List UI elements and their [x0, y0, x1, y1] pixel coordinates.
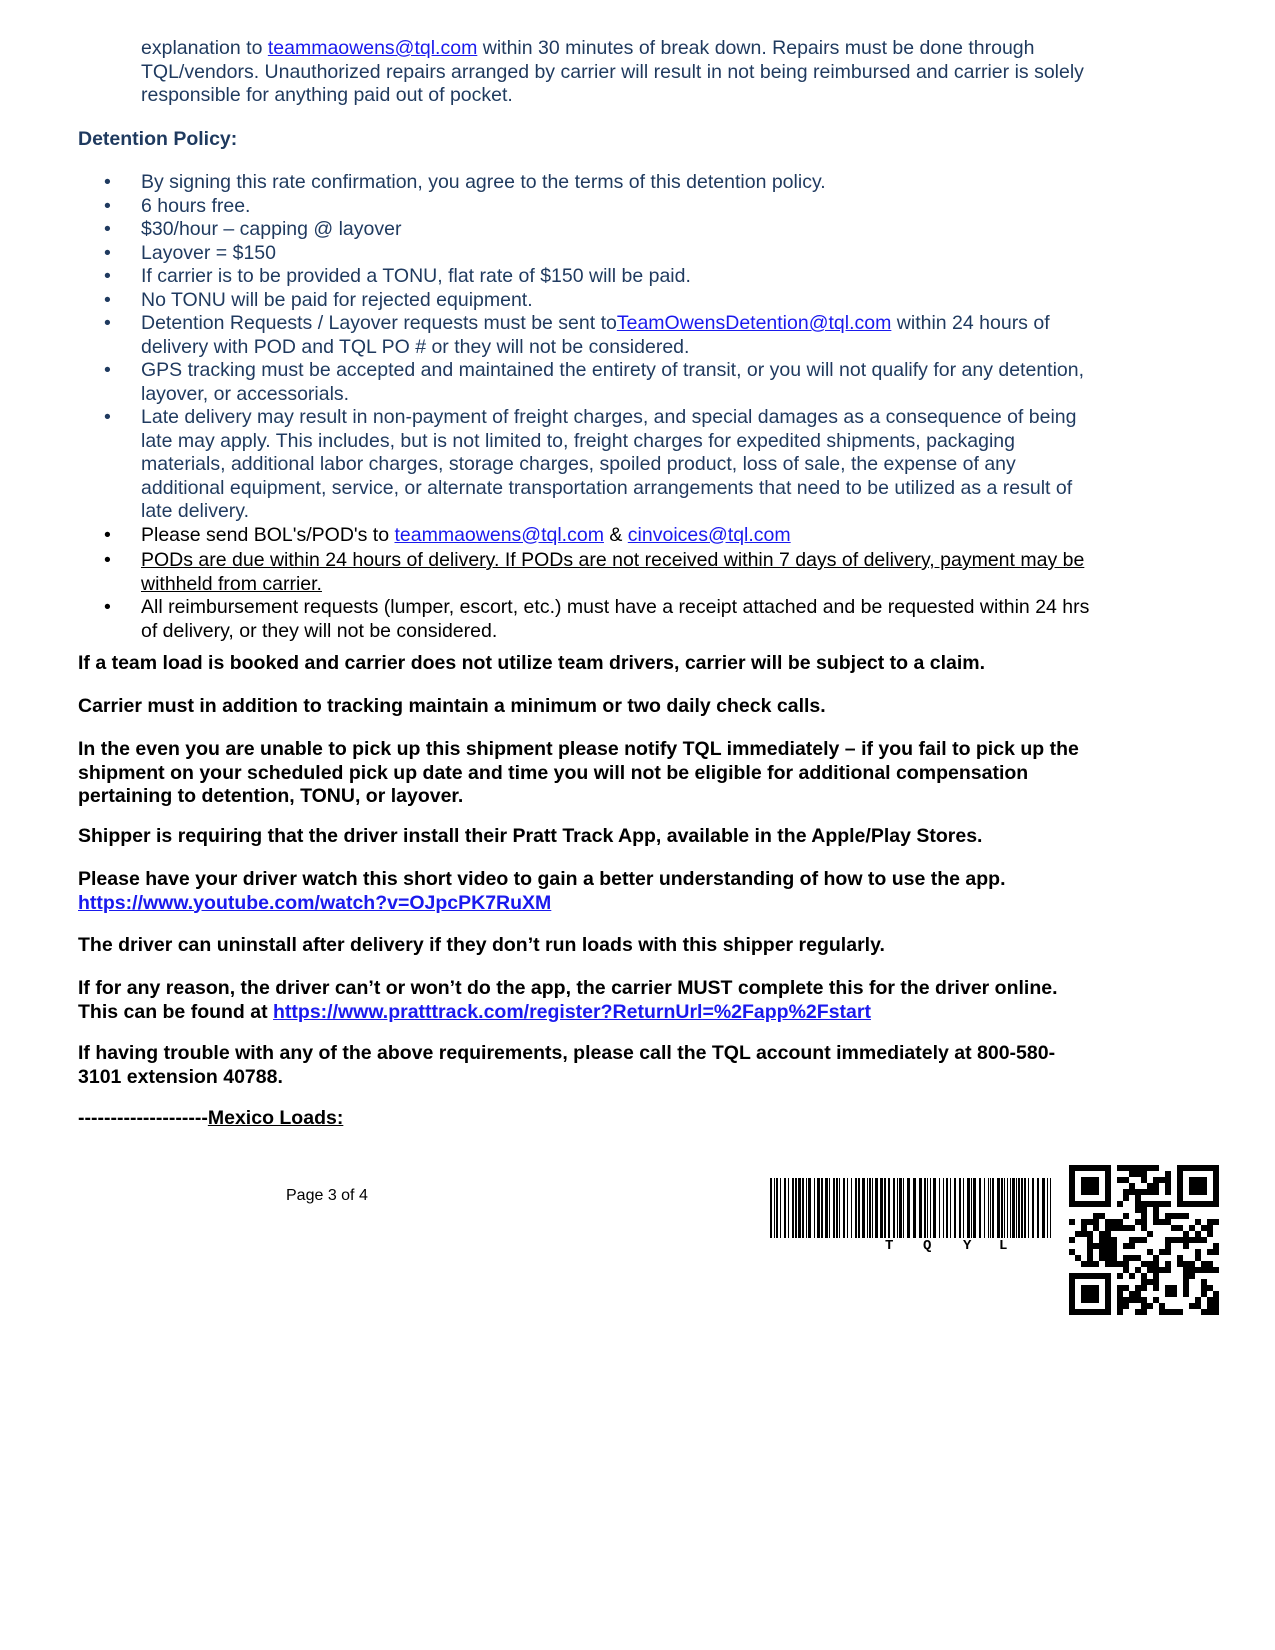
- ampersand: &: [603, 523, 628, 546]
- detention-email-link[interactable]: TeamOwensDetention@tql.com: [616, 312, 892, 334]
- bullet-icon: •: [104, 549, 111, 571]
- bullet-icon: •: [104, 359, 111, 381]
- check-calls-paragraph: Carrier must in addition to tracking maintain a minimum or two daily check calls.: [78, 695, 826, 717]
- intro-text-end: within 30 minutes of break down. Repairs must be done through TQL/vendors. Unauthorized repairs arranged by carrier will result in not being reimbursed and carrier is solely responsible for anything paid out of pocket.: [141, 37, 1084, 106]
- team-load-paragraph: If a team load is booked and carrier does not utilize team drivers, carrier will be subject to a claim.: [78, 652, 986, 674]
- video-link[interactable]: https://www.youtube.com/watch?v=OJpcPK7RuXM: [78, 891, 552, 914]
- intro-paragraph: [141, 37, 1101, 108]
- list-item-text: By signing this rate confirmation, you agree to the terms of this detention policy.: [141, 171, 826, 193]
- detention-policy-list: [0, 171, 1100, 643]
- barcode-char: Q: [923, 1238, 932, 1254]
- list-item-text: 6 hours free.: [141, 194, 251, 217]
- barcode-image: [770, 1178, 1054, 1238]
- bullet-icon: •: [104, 218, 111, 240]
- video-text: Please have your driver watch this short video to gain a better understanding of how to use the app.: [78, 868, 1006, 890]
- bullet-icon: •: [104, 596, 111, 618]
- pratt-register-link[interactable]: https://www.pratttrack.com/register?ReturnUrl=%2Fapp%2Fstart: [273, 1000, 871, 1023]
- list-item-late-delivery: [0, 406, 1100, 524]
- list-item-text: Late delivery may result in non-payment of freight charges, and special damages as a consequence of being late may apply. This includes, but is not limited to, freight charges for expedited shipments, packaging materials, additional labor charges, storage charges, spoiled product, loss of sale, the expense of any additional equipment, service, or alternate transportation arrangements that need to be utilized as a result of late delivery.: [141, 406, 1077, 522]
- list-item-text: Please send BOL's/POD's to: [141, 523, 395, 546]
- intro-text: explanation to: [141, 37, 268, 59]
- list-item-detention-requests: [0, 312, 1100, 359]
- list-item: [0, 195, 1100, 219]
- list-item: [0, 171, 1100, 195]
- detention-heading: Detention Policy:: [78, 128, 238, 150]
- bullet-icon: •: [104, 241, 111, 264]
- bullet-icon: •: [104, 312, 111, 334]
- intro-email-link[interactable]: teammaowens@tql.com: [267, 37, 478, 59]
- mexico-label: Mexico Loads:: [207, 1107, 344, 1129]
- barcode-char: Y: [963, 1238, 972, 1254]
- list-item-text: GPS tracking must be accepted and maintained the entirety of transit, or you will not qualify for any detention, layover, or accessorials.: [141, 359, 1085, 405]
- bullet-icon: •: [104, 265, 111, 287]
- list-item-bol: [0, 524, 1100, 548]
- list-item-gps: [0, 359, 1100, 406]
- list-item: [0, 218, 1100, 242]
- list-item-text: Layover = $150: [141, 241, 276, 264]
- bullet-icon: •: [104, 288, 111, 311]
- list-item-text: PODs are due within 24 hours of delivery. If PODs are not received within 7 days of delivery, payment may be withheld from carrier.: [141, 549, 1085, 595]
- invoices-email-link[interactable]: cinvoices@tql.com: [627, 523, 791, 546]
- trouble-paragraph: If having trouble with any of the above requirements, please call the TQL account immediately at 800-580-3101 extension 40788.: [78, 1042, 1056, 1088]
- online-register-paragraph: [78, 977, 1078, 1024]
- bol-email-link[interactable]: teammaowens@tql.com: [394, 523, 604, 546]
- pratt-app-paragraph: Shipper is requiring that the driver install their Pratt Track App, available in the Apple/Play Stores.: [78, 825, 983, 847]
- list-item-text-end: within 24 hours of delivery with POD and TQL PO # or they will not be considered.: [141, 312, 1050, 358]
- mexico-loads-heading: [78, 1107, 1098, 1131]
- unable-pickup-paragraph: In the even you are unable to pick up this shipment please notify TQL immediately – if you fail to pick up the shipment on your scheduled pick up date and time you will not be eligible for additional compensation pertaining to detention, TONU, or layover.: [78, 738, 1079, 807]
- list-item: [0, 289, 1100, 313]
- bullet-icon: •: [104, 171, 111, 193]
- bullet-icon: •: [104, 406, 111, 428]
- barcode-char: L: [999, 1238, 1008, 1254]
- barcode-char: T: [885, 1238, 894, 1254]
- list-item-text: $30/hour – capping @ layover: [141, 218, 402, 240]
- list-item-text: All reimbursement requests (lumper, escort, etc.) must have a receipt attached and be requested within 24 hrs of delivery, or they will not be considered.: [141, 596, 1090, 642]
- mexico-dashes: --------------------: [78, 1107, 208, 1129]
- list-item: [0, 242, 1100, 266]
- page-number: Page 3 of 4: [286, 1187, 368, 1204]
- list-item-text: If carrier is to be provided a TONU, flat rate of $150 will be paid.: [141, 265, 691, 287]
- video-paragraph: [78, 868, 1038, 915]
- uninstall-paragraph: The driver can uninstall after delivery if they don’t run loads with this shipper regularly.: [78, 934, 885, 956]
- online-text: If for any reason, the driver can’t or won’t do the app, the carrier MUST complete this for the driver online. This can be found at: [78, 977, 1058, 1023]
- list-item-pods: [0, 549, 1100, 596]
- list-item-text: Detention Requests / Layover requests must be sent to: [141, 312, 617, 334]
- bullet-icon: •: [104, 523, 111, 546]
- list-item-text: No TONU will be paid for rejected equipment.: [141, 288, 533, 311]
- list-item-reimbursement: [0, 596, 1100, 643]
- list-item: [0, 265, 1100, 289]
- qr-code-image: [1069, 1165, 1219, 1315]
- bullet-icon: •: [104, 194, 111, 217]
